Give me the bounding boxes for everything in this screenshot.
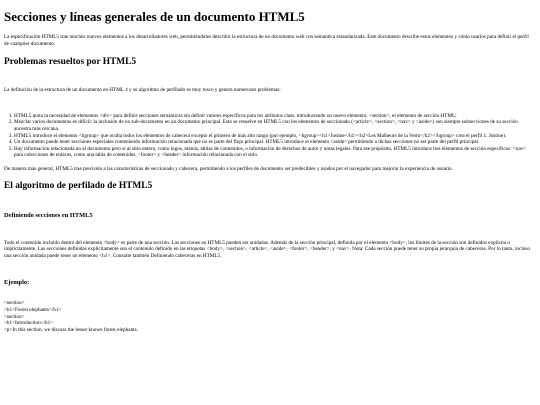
section-heading-algorithm: El algoritmo de perfilado de HTML5 — [4, 180, 153, 191]
document-page — [4, 0, 532, 333]
page-title: Secciones y líneas generales de un documento HTML5 — [4, 9, 305, 24]
code-line: <p>In this section, we discuss the lesser known forest elephants. — [4, 326, 138, 333]
list-item: 1. HTML5 quita la necesidad de elementos <div> para definir secciones semánticas sin definir valores específicos para los atributos class, introduciendo un nuevo elemento, <section>, el elemento de sección HTML; — [14, 113, 532, 120]
defining-sections-paragraph: Todo el contenido incluido dentro del elemento <body> es parte de una sección. Las secciones en HTML5 pueden ser anidadas. Además de la sección principal, definida por el elemento <body>, los límites de la sección son definidos explícita o implícitamente. Las secciones definidas explícitamente son el contenido definido en las etiquetas <body>, <section>, <article>, <aside>, <footer>, <header>, y <nav>. Nota: Cada sección puede tener su propia jerarquía de cabeceras. Por lo tanto, incluso una sección anidada puede tener un elemento <h1>. Consulte también Definiendo cabeceras en HTML5. — [4, 239, 530, 259]
problems-list — [4, 113, 532, 159]
list-item: 4. Un documento puede tener secciones especiales conteniendo información relacionada que no es parte del flujo principal. HTML5 introduce el elemento <aside> permitiendo a dichas secciones no ser parte del perfil principal. — [14, 139, 532, 146]
code-line: <h1>Forest elephants</h1> — [4, 306, 62, 313]
problems-lead-paragraph: La definición de la estructura de un documento en HTML 4 y su algoritmo de perfilado es muy tosco y genera numerosos problemas: — [4, 87, 281, 94]
list-item: 2. Mezclar varios documentos es difícil: la inclusión de un sub-documento en un documento principal. Esto se resuelve en HTML5 con los elementos de seccionado (<article>, <section>, <nav> y <aside>) son siempre subsecciones de su sección ancestra más cercana. — [14, 119, 532, 132]
closing-paragraph: De manera más general, HTML5 trae precisión a las características de seccionado y cabecera, permitiendo a los perfiles de documento ser predecibles y usados por el navegador para mejorar la experiencia de usuario. — [4, 165, 453, 172]
list-item: 3. HTML5 introduce el elemento <hgroup> que oculta todos los elementos de cabecera excepto el primero de más alto rango (por ejemplo, <hgroup><h1>Justine</h1><h2>Les Malheurs de la Vertu</h2></hgroup> crea el perfil 1. Justine). — [14, 133, 532, 140]
list-item: 5. Hay información relacionada no al documento pero si al sitio entero, como logos, menús, tablas de contenidos, o información de derechos de autor y notas legales. Para ese propósito, HTML5 introduce tres elementos de sección específicos: <nav> para colecciones de enlaces, como una tabla de contenidos, <footer> y <header> información relacionada con el sitio. — [14, 146, 532, 159]
intro-paragraph: La especificación HTML5 trae muchos nuevos elementos a los desarrolladores web, permitiéndoles describir la estructura de un documento web con semántica estandarizada. Este documento describe estos elementos y cómo usarlos para definir el perfil de cualquier documento. — [4, 34, 529, 47]
code-line: <h1>Introduction</h1> — [4, 320, 54, 327]
subsection-heading-defining-sections: Definiendo secciones en HTML5 — [4, 211, 93, 219]
section-heading-problems: Problemas resueltos por HTML5 — [4, 57, 137, 68]
code-example — [4, 300, 532, 333]
example-heading: Ejemplo: — [4, 279, 30, 287]
code-line: <section> — [4, 313, 25, 320]
code-line: <section> — [4, 300, 25, 307]
